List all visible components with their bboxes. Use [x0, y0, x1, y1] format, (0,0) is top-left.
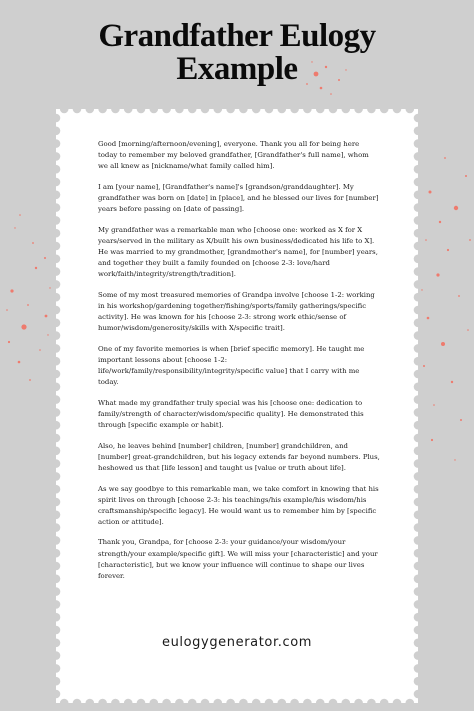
- paragraph-what-made-special: What made my grandfather truly special was his [choose one: dedication to family/strength of character/wisdom/specific quality]. He demonstrated this through [specific example or habit].: [98, 398, 364, 429]
- paragraph-favorite-memory: One of my favorite memories is when [brief specific memory]. He taught me important lessons about [choose 1-2: life/work/family/responsibility/integrity/specific value] that I carry with me today.: [98, 344, 365, 387]
- stamp-paper: [56, 109, 418, 703]
- paragraph-goodbye: As we say goodbye to this remarkable man, we take comfort in knowing that his spirit lives on through [choose 2-3: his teachings/his example/his wisdom/his craftsmanship/specific legacy]. He would want us to remember him by [specific action or attitude].: [98, 484, 379, 526]
- paragraph-treasured-memories: Some of my most treasured memories of Grandpa involve [choose 1-2: working in his workshop/gardening together/fishing/sports/family gatherings/specific activity]. He was known for his [choose 2-3: strong work ethic/sense of humor/wisdom/generosity/skills with X/specific trait].: [98, 290, 375, 333]
- title-line-2: Example: [176, 51, 298, 87]
- paragraph-life-summary: My grandfather was a remarkable man who [choose one: worked as X for X years/served in the military as X/built his own business/dedicated his life to X]. He was married to my grandmother, [grandmother's name], for [number] years, and together they built a family founded on [choose 2-3: love/hard work/faith/integrity/strength/tradition].: [98, 225, 378, 279]
- paragraph-greeting: Good [morning/afternoon/evening], everyone. Thank you all for being here today to remember my beloved grandfather, [Grandfather's full name], whom we all knew as [nickname/what family called him].: [98, 140, 369, 171]
- eulogy-text: [98, 139, 380, 591]
- paragraph-thank-you: Thank you, Grandpa, for [choose 2-3: your guidance/your wisdom/your strength/your example/specific gift]. We will miss your [characteristic] and your [characteristic], but we know your influence will continue to shape our lives forever.: [98, 538, 378, 580]
- title-line-1: Grandfather Eulogy: [98, 18, 376, 54]
- website-url: eulogygenerator.com: [161, 635, 313, 650]
- paragraph-introduction: I am [your name], [Grandfather's name]'s [grandson/granddaughter]. My grandfather was born on [date] in [place], and he blessed our lives for [number] years before passing on [date of passing].: [98, 182, 379, 214]
- paragraph-legacy: Also, he leaves behind [number] children, [number] grandchildren, and [number] great-grandchildren, but his legacy extends far beyond numbers. Plus, heshowed us that [life lesson] and taught us [value or truth about life].: [98, 441, 380, 472]
- page-title: [0, 20, 474, 86]
